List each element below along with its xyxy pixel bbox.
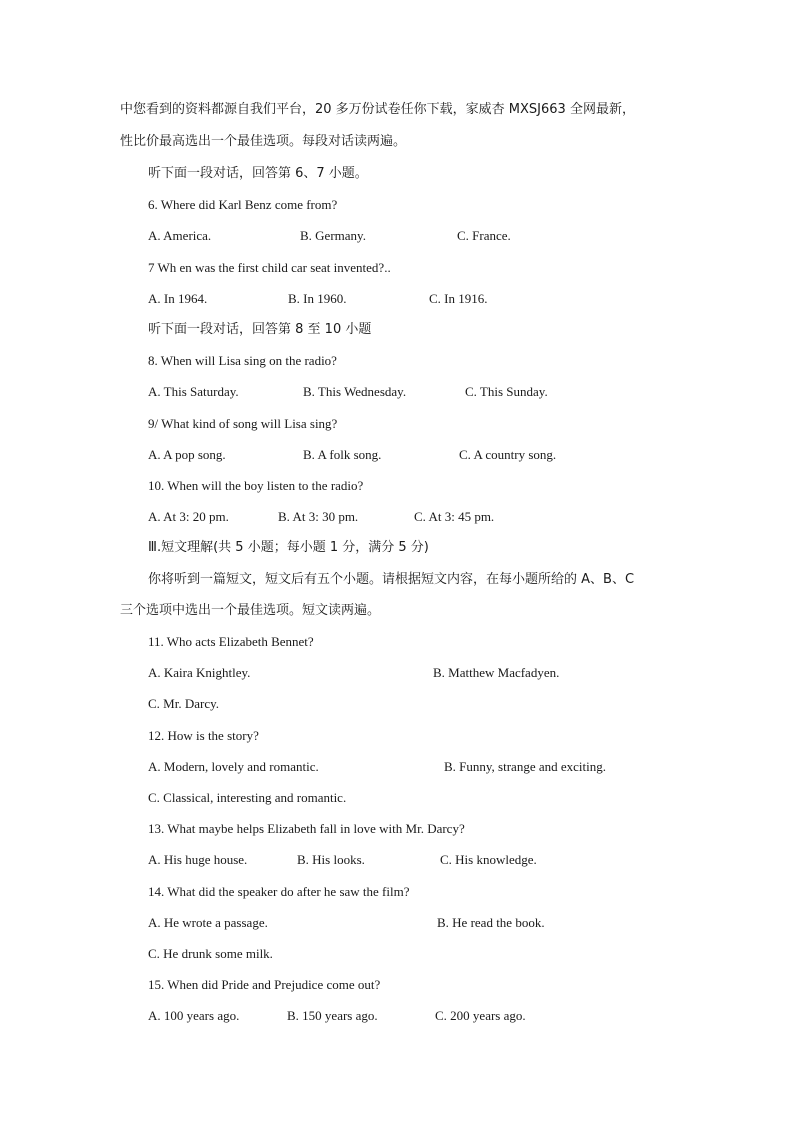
question-10-option-c: C. At 3: 45 pm. (414, 509, 495, 524)
question-8-option-c: C. This Sunday. (465, 384, 548, 399)
question-7-option-a: A. In 1964. (148, 291, 208, 306)
question-14-stem: 14. What did the speaker do after he saw the film? (148, 884, 410, 899)
question-8-option-a: A. This Saturday. (148, 384, 239, 399)
question-12-option-c: C. Classical, interesting and romantic. (148, 790, 347, 805)
question-7-option-b: B. In 1960. (288, 291, 347, 306)
question-12-option-b: B. Funny, strange and exciting. (444, 759, 606, 774)
question-8-stem: 8. When will Lisa sing on the radio? (148, 353, 337, 368)
question-14-option-b: B. He read the book. (437, 915, 545, 930)
question-10-option-a: A. At 3: 20 pm. (148, 509, 229, 524)
question-9-stem: 9/ What kind of song will Lisa sing? (148, 416, 338, 431)
dialog-instruction-8-10: 听下面一段对话，回答第 8 至 10 小题 (148, 322, 372, 337)
question-11-option-c: C. Mr. Darcy. (148, 696, 220, 711)
question-12-stem: 12. How is the story? (148, 728, 259, 743)
question-14-option-c: C. He drunk some milk. (148, 946, 273, 961)
question-11-option-b: B. Matthew Macfadyen. (433, 665, 560, 680)
question-9-option-c: C. A country song. (459, 447, 557, 462)
question-12-option-a: A. Modern, lovely and romantic. (148, 759, 319, 774)
question-8-option-b: B. This Wednesday. (303, 384, 407, 399)
intro-line-1: 中您看到的资料都源自我们平台，20 多万份试卷任你下载，家威杏 MXSJ663 全网最新， (120, 102, 635, 117)
dialog-instruction-6-7: 听下面一段对话，回答第 6、7 小题。 (148, 166, 368, 181)
question-15-option-b: B. 150 years ago. (287, 1008, 378, 1023)
question-13-stem: 13. What maybe helps Elizabeth fall in love with Mr. Darcy? (148, 821, 465, 836)
question-13-option-c: C. His knowledge. (440, 852, 537, 867)
question-15-option-a: A. 100 years ago. (148, 1008, 240, 1023)
question-15-option-c: C. 200 years ago. (435, 1008, 526, 1023)
question-13-option-b: B. His looks. (297, 852, 365, 867)
section-3-heading: Ⅲ.短文理解(共 5 小题；每小题 1 分，满分 5 分) (148, 540, 429, 555)
question-6-option-b: B. Germany. (300, 228, 366, 243)
question-11-stem: 11. Who acts Elizabeth Bennet? (148, 634, 314, 649)
question-10-option-b: B. At 3: 30 pm. (278, 509, 359, 524)
section-3-instruction-line-1: 你将听到一篇短文，短文后有五个小题。请根据短文内容，在每小题所给的 A、B、C (148, 572, 635, 587)
intro-line-2: 性比价最高选出一个最佳选项。每段对话读两遍。 (120, 134, 407, 149)
question-7-option-c: C. In 1916. (429, 291, 488, 306)
question-10-stem: 10. When will the boy listen to the radio? (148, 478, 364, 493)
question-7-stem: 7 Wh en was the first child car seat invented?.. (148, 260, 391, 275)
question-11-option-a: A. Kaira Knightley. (148, 665, 251, 680)
question-13-option-a: A. His huge house. (148, 852, 248, 867)
question-6-stem: 6. Where did Karl Benz come from? (148, 197, 338, 212)
question-9-option-b: B. A folk song. (303, 447, 382, 462)
question-14-option-a: A. He wrote a passage. (148, 915, 268, 930)
question-9-option-a: A. A pop song. (148, 447, 226, 462)
question-15-stem: 15. When did Pride and Prejudice come out? (148, 977, 381, 992)
question-6-option-a: A. America. (148, 228, 212, 243)
question-6-option-c: C. France. (457, 228, 511, 243)
section-3-instruction-line-2: 三个选项中选出一个最佳选项。短文读两遍。 (120, 603, 381, 618)
